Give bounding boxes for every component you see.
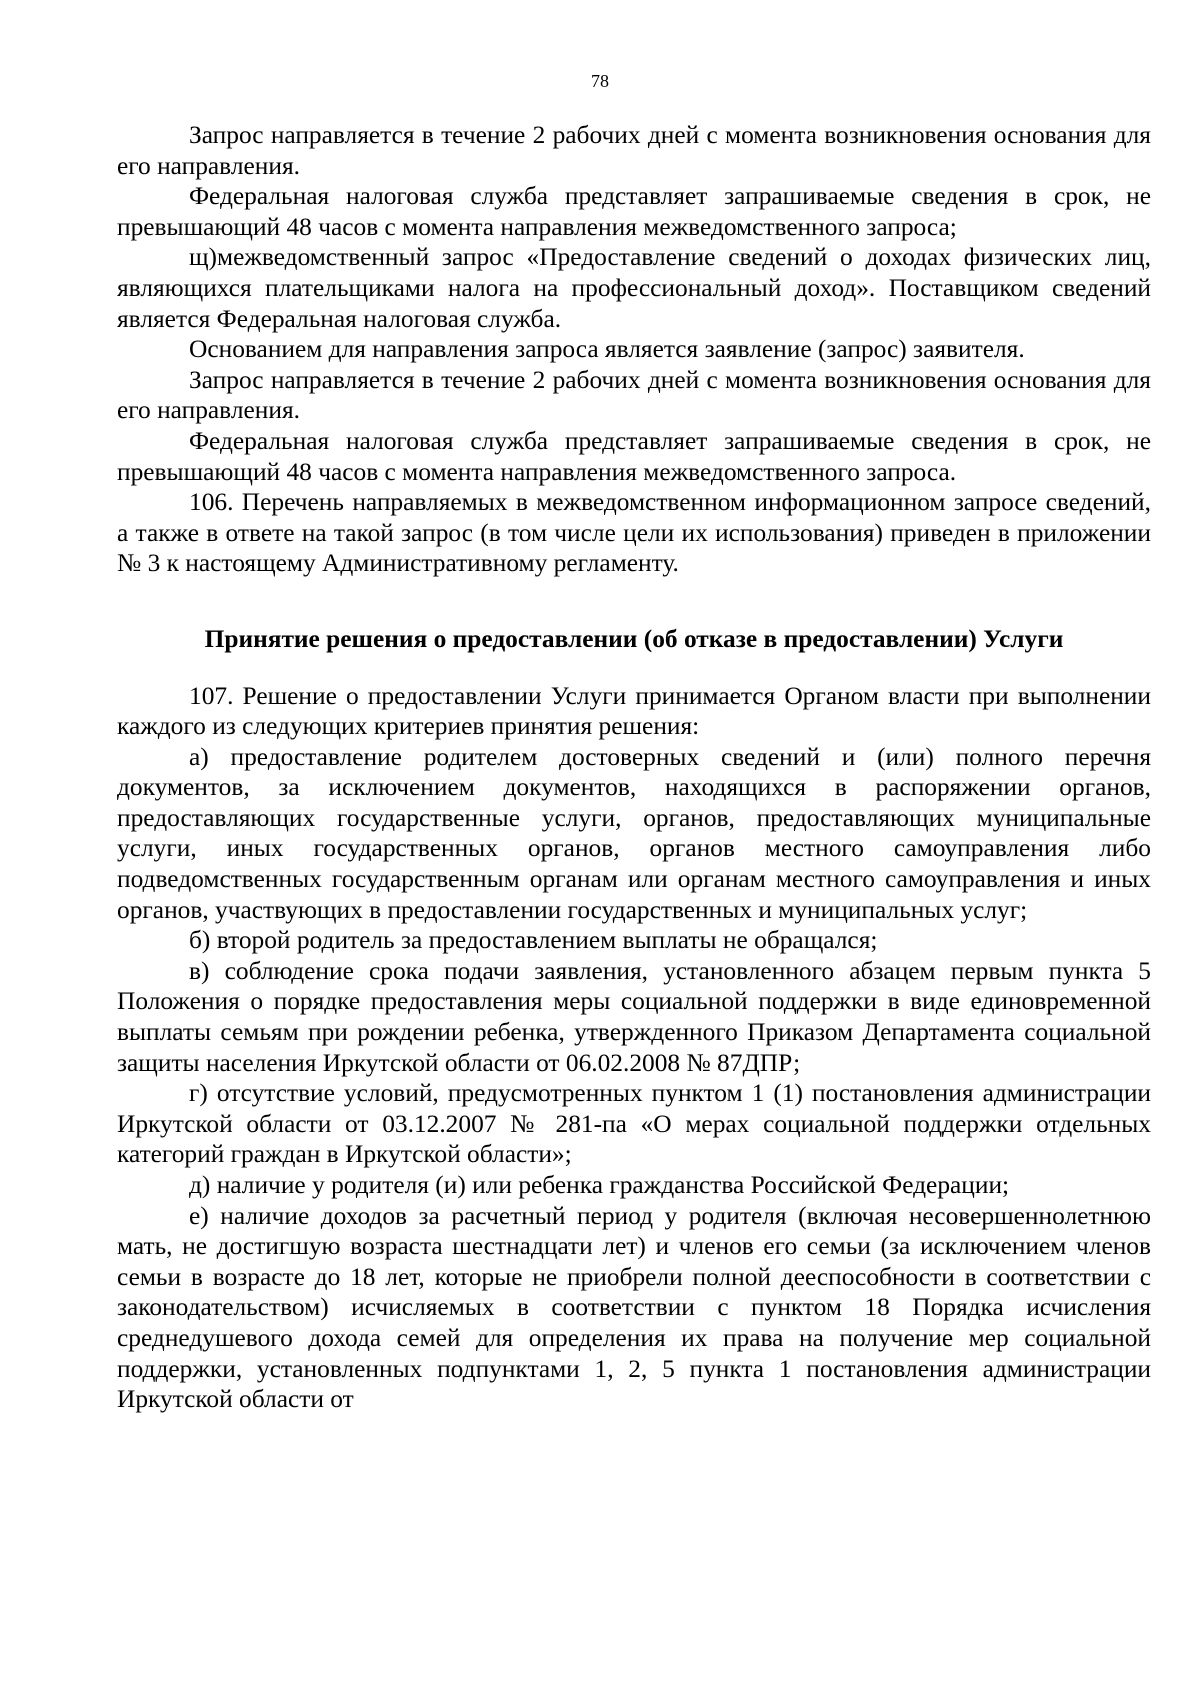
criterion-v: в) соблюдение срока подачи заявления, установленного абзацем первым пункта 5 Положения о порядке предоставления меры социальной поддержки в виде единовременной выплаты семьям при рождении ребенка, утвержденного Приказом Департамента социальной защиты населения Иркутской области от 06.02.2008 № 87ДПР; bbox=[117, 956, 1151, 1077]
section-spacer bbox=[117, 579, 1151, 624]
document-body bbox=[117, 120, 1151, 1415]
criterion-e: е) наличие доходов за расчетный период у родителя (включая несовершеннолетнюю мать, не достигшую возраста шестнадцати лет) и членов его семьи (за исключением членов семьи в возрасте до 18 лет, которые не приобрели полной дееспособности в соответствии с законодательством) исчисляемых в соответствии с пунктом 18 Порядка исчисления среднедушевого дохода семей для определения их права на получение мер социальной поддержки, установленных подпунктами 1, 2, 5 пункта 1 постановления администрации Иркутской области от bbox=[117, 1201, 1151, 1414]
paragraph-request-basis: Основанием для направления запроса является заявление (запрос) заявителя. bbox=[189, 335, 1025, 364]
paragraph-fns-response-2: Федеральная налоговая служба представляет запрашиваемые сведения в срок, не превышающий 48 часов с момента направления межведомственного запроса. bbox=[117, 426, 1151, 486]
paragraph-fns-response-1: Федеральная налоговая служба представляет запрашиваемые сведения в срок, не превышающий 48 часов с момента направления межведомственного запроса; bbox=[117, 182, 1151, 241]
paragraph-107: 107. Решение о предоставлении Услуги принимается Органом власти при выполнении каждого из следующих критериев принятия решения: bbox=[117, 681, 1151, 741]
page-number: 78 bbox=[591, 71, 609, 91]
heading-spacer bbox=[117, 655, 1151, 681]
criterion-b: б) второй родитель за предоставлением выплаты не обращался; bbox=[189, 926, 878, 955]
criterion-d: д) наличие у родителя (и) или ребенка гражданства Российской Федерации; bbox=[189, 1171, 1010, 1199]
paragraph-request-timing-1: Запрос направляется в течение 2 рабочих дней с момента возникновения основания для его направления. bbox=[117, 121, 1151, 180]
section-heading: Принятие решения о предоставлении (об отказе в предоставлении) Услуги bbox=[204, 624, 1064, 653]
paragraph-106: 106. Перечень направляемых в межведомственном информационном запросе сведений, а также в ответе на такой запрос (в том числе цели их использования) приведен в приложении № 3 к настоящему Административному регламенту. bbox=[117, 488, 1151, 578]
paragraph-request-timing-2: Запрос направляется в течение 2 рабочих дней с момента возникновения основания для его направления. bbox=[117, 365, 1151, 425]
criterion-g: г) отсутствие условий, предусмотренных пунктом 1 (1) постановления администрации Иркутской области от 03.12.2007 № 281-па «О мерах социальной поддержки отдельных категорий граждан в Иркутской области»; bbox=[117, 1079, 1151, 1169]
paragraph-interagency-request-shch: щ)межведомственный запрос «Предоставление сведений о доходах физических лиц, являющихся плательщиками налога на профессиональный доход». Поставщиком сведений является Федеральная налоговая служба. bbox=[117, 243, 1151, 333]
criterion-a: а) предоставление родителем достоверных сведений и (или) полного перечня документов, за исключением документов, находящихся в распоряжении органов, предоставляющих государственные услуги, органов, предоставляющих муниципальные услуги, иных государственных органов, органов местного самоуправления либо подведомственных государственным органам или органам местного самоуправления и иных органов, участвующих в предоставлении государственных и муниципальных услуг; bbox=[117, 742, 1151, 924]
